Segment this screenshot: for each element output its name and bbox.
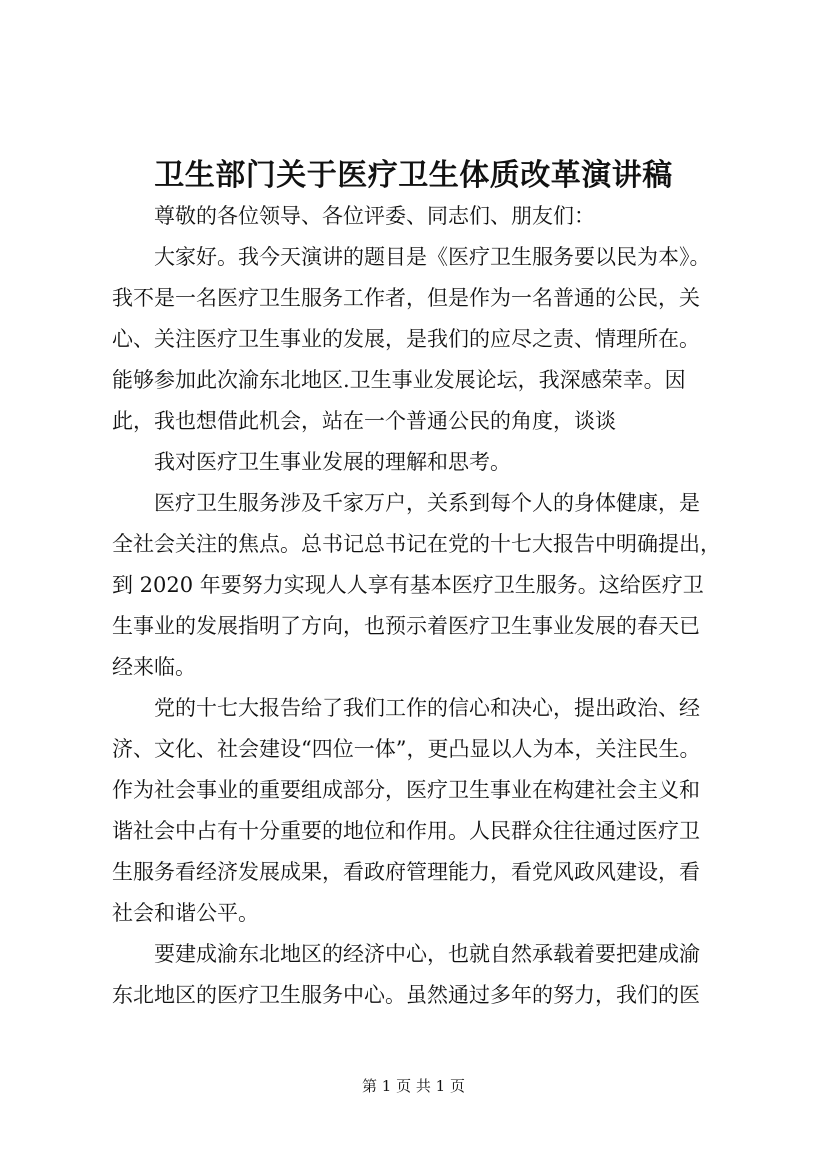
text-line: 尊敬的各位领导、各位评委、同志们、朋友们： <box>154 204 595 228</box>
text-line: 济、文化、社会建设“四位一体”，更凸显以人为本，关注民生。 <box>112 737 701 761</box>
text-line: 党的十七大报告给了我们工作的信心和决心，提出政治、经 <box>154 696 700 720</box>
text-line: 经来临。 <box>112 655 196 679</box>
text-line: 谐社会中占有十分重要的地位和作用。人民群众往往通过医疗卫 <box>112 819 700 843</box>
text-line: 此，我也想借此机会，站在一个普通公民的角度，谈谈 <box>112 409 616 433</box>
text-line: 能够参加此次渝东北地区.卫生事业发展论坛，我深感荣幸。因 <box>112 368 686 392</box>
document-title: 卫生部门关于医疗卫生体质改革演讲稿 <box>154 158 673 193</box>
page-footer: 第 1 页 共 1 页 <box>362 1077 465 1095</box>
text-line: 医疗卫生服务涉及千家万户，关系到每个人的身体健康，是 <box>154 491 700 515</box>
text-line: 生服务看经济发展成果，看政府管理能力，看党风政风建设，看 <box>112 860 700 884</box>
text-line: 东北地区的医疗卫生服务中心。虽然通过多年的努力，我们的医 <box>112 983 700 1007</box>
text-line: 我不是一名医疗卫生服务工作者，但是作为一名普通的公民，关 <box>112 286 700 310</box>
text-line: 生事业的发展指明了方向，也预示着医疗卫生事业发展的春天已 <box>112 614 700 638</box>
text-line: 大家好。我今天演讲的题目是《医疗卫生服务要以民为本》。 <box>154 245 711 269</box>
text-line: 要建成渝东北地区的经济中心，也就自然承载着要把建成渝 <box>154 942 700 966</box>
text-line: 全社会关注的焦点。总书记总书记在党的十七大报告中明确提出， <box>112 532 721 556</box>
text-line: 到 2020 年要努力实现人人享有基本医疗卫生服务。这给医疗卫 <box>112 573 704 597</box>
text-line: 我对医疗卫生事业发展的理解和思考。 <box>154 450 511 474</box>
text-line: 心、关注医疗卫生事业的发展，是我们的应尽之责、情理所在。 <box>112 327 700 351</box>
document-body <box>112 196 737 1016</box>
text-line: 作为社会事业的重要组成部分，医疗卫生事业在构建社会主义和 <box>112 778 700 802</box>
text-line: 社会和谐公平。 <box>112 901 259 925</box>
